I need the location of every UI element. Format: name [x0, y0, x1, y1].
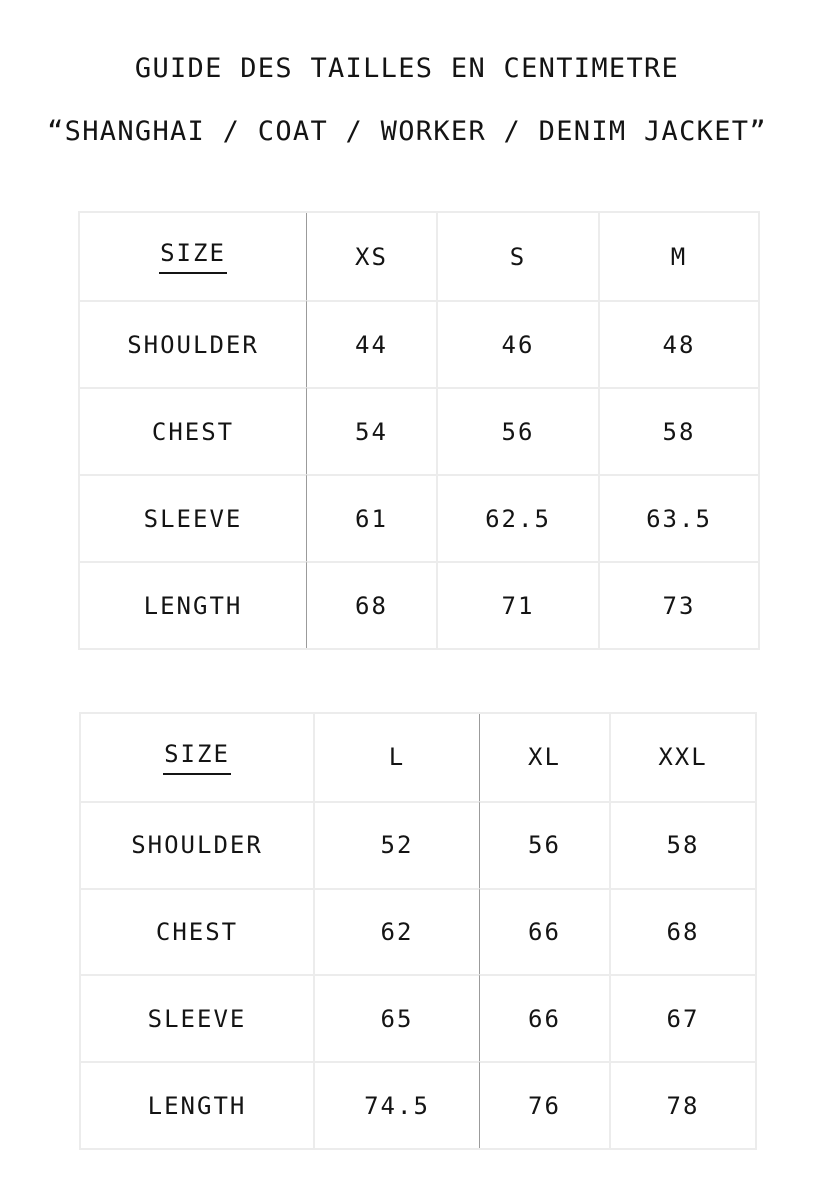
size-header-label: SIZE: [163, 740, 231, 775]
size-value-cell: 66: [479, 974, 609, 1061]
size-value-cell: 73: [598, 561, 758, 648]
column-header-xs: XS: [306, 213, 436, 300]
size-value-cell: 74.5: [313, 1061, 479, 1148]
size-value-cell: 58: [598, 387, 758, 474]
size-value-cell: 54: [306, 387, 436, 474]
size-value-cell: 63.5: [598, 474, 758, 561]
size-value-cell: 65: [313, 974, 479, 1061]
size-value-cell: 61: [306, 474, 436, 561]
size-value-cell: 46: [436, 300, 598, 387]
measurement-label-shoulder: SHOULDER: [80, 300, 306, 387]
size-value-cell: 56: [479, 801, 609, 888]
size-value-cell: 68: [306, 561, 436, 648]
size-guide-title: GUIDE DES TAILLES EN CENTIMETRE: [134, 53, 680, 84]
size-value-cell: 62.5: [436, 474, 598, 561]
column-header-xxl: XXL: [609, 714, 755, 801]
size-table-l-xl-xxl: [79, 712, 757, 1150]
measurement-label-shoulder: SHOULDER: [81, 801, 313, 888]
size-value-cell: 78: [609, 1061, 755, 1148]
measurement-label-sleeve: SLEEVE: [80, 474, 306, 561]
size-value-cell: 48: [598, 300, 758, 387]
column-header-xl: XL: [479, 714, 609, 801]
measurement-label-chest: CHEST: [81, 888, 313, 975]
size-header-cell: [81, 714, 313, 801]
size-value-cell: 71: [436, 561, 598, 648]
column-header-l: L: [313, 714, 479, 801]
size-value-cell: 44: [306, 300, 436, 387]
measurement-label-sleeve: SLEEVE: [81, 974, 313, 1061]
size-value-cell: 76: [479, 1061, 609, 1148]
size-value-cell: 58: [609, 801, 755, 888]
size-value-cell: 56: [436, 387, 598, 474]
size-guide-subtitle: “SHANGHAI / COAT / WORKER / DENIM JACKET”: [47, 116, 767, 147]
size-value-cell: 52: [313, 801, 479, 888]
column-header-m: M: [598, 213, 758, 300]
size-value-cell: 62: [313, 888, 479, 975]
measurement-label-chest: CHEST: [80, 387, 306, 474]
size-value-cell: 68: [609, 888, 755, 975]
size-value-cell: 67: [609, 974, 755, 1061]
size-value-cell: 66: [479, 888, 609, 975]
column-header-s: S: [436, 213, 598, 300]
size-header-cell: [80, 213, 306, 300]
size-header-label: SIZE: [159, 239, 227, 274]
size-table-xs-s-m: [78, 211, 760, 650]
measurement-label-length: LENGTH: [81, 1061, 313, 1148]
measurement-label-length: LENGTH: [80, 561, 306, 648]
